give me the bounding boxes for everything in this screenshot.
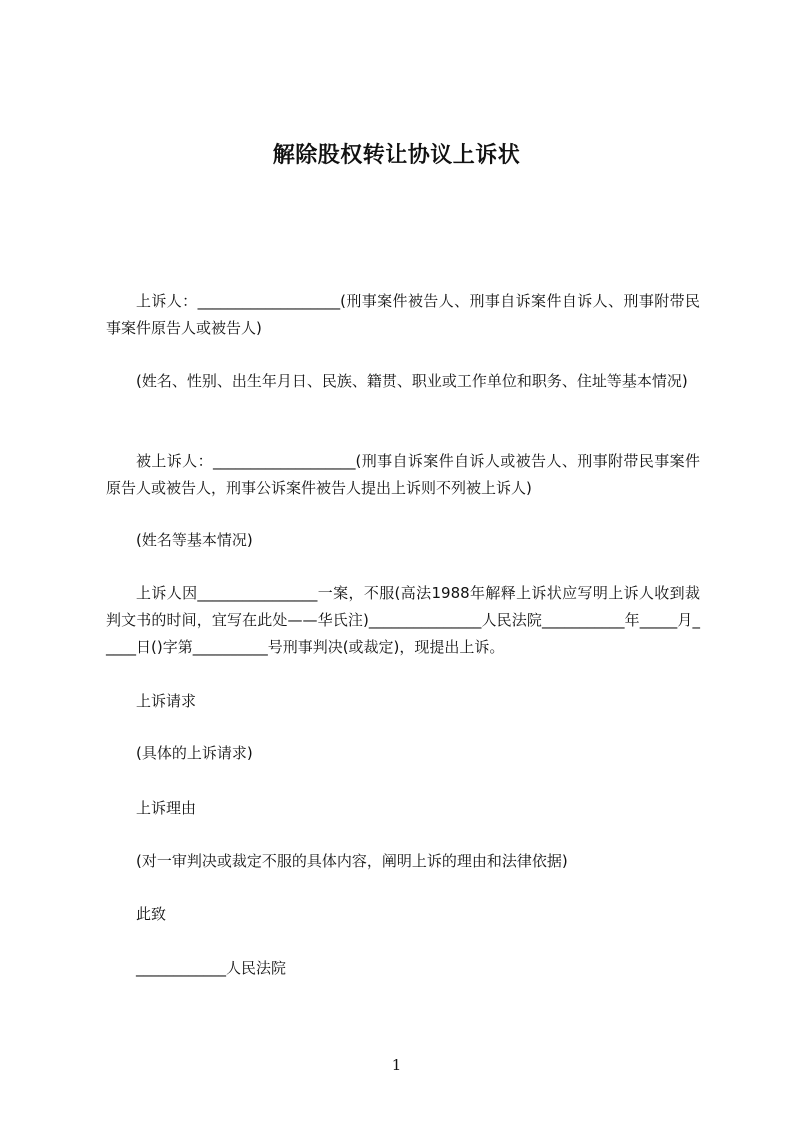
document-title: 解除股权转让协议上诉状 bbox=[272, 143, 521, 168]
appellee-paragraph: 被上诉人：___________________(刑事自诉案件自诉人或被告人、刑事附带民事案件原告人或被告人，刑事公诉案件被告人提出上诉则不列被上诉人) bbox=[106, 452, 700, 497]
appeal-request-detail: (具体的上诉请求) bbox=[136, 744, 253, 762]
appellant-info-paragraph: (姓名、性别、出生年月日、民族、籍贯、职业或工作单位和职务、住址等基本情况) bbox=[136, 372, 688, 390]
appellant-paragraph: 上诉人：___________________(刑事案件被告人、刑事自诉案件自诉人、刑事附带民事案件原告人或被告人) bbox=[106, 292, 700, 337]
appeal-case-paragraph: 上诉人因________________一案，不服(高法1988年解释上诉状应写明上诉人收到裁判文书的时间，宜写在此处——华氏注)_______________人民法院___________年_____月_____日()字第__________号刑事判决(或裁定)，现提出上诉。 bbox=[106, 584, 700, 656]
appeal-reason-detail: (对一审判决或裁定不服的具体内容，阐明上诉的理由和法律依据) bbox=[136, 852, 568, 870]
appeal-reason-heading: 上诉理由 bbox=[136, 799, 197, 817]
appellee-info-paragraph: (姓名等基本情况) bbox=[136, 531, 253, 549]
page-number: 1 bbox=[391, 1056, 402, 1074]
salutation: 此致 bbox=[136, 905, 167, 923]
appeal-request-heading: 上诉请求 bbox=[136, 692, 197, 710]
court-addressee: ____________人民法院 bbox=[136, 959, 287, 977]
